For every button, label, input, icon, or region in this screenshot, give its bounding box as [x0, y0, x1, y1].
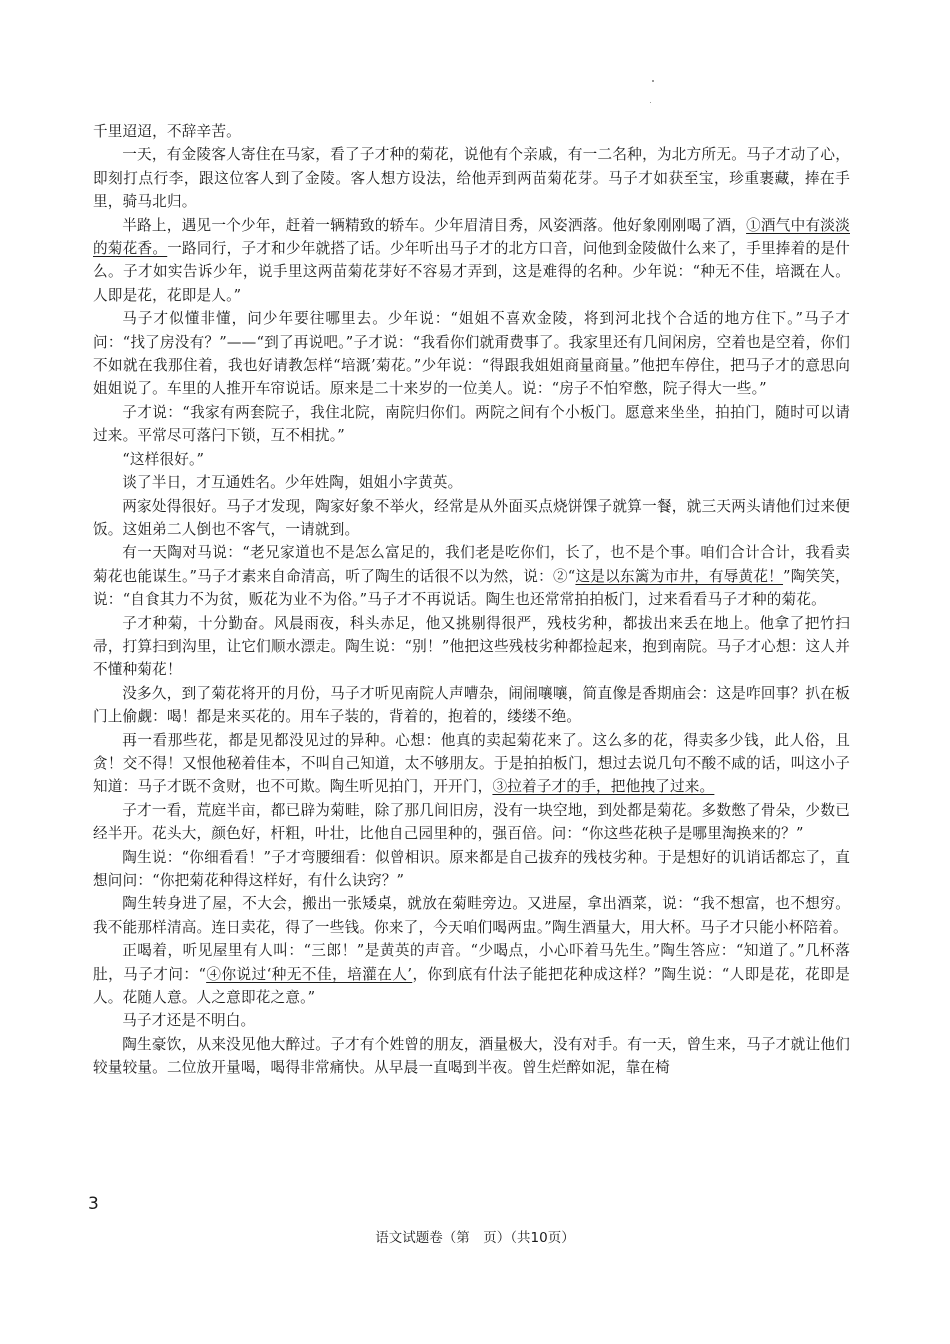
- paragraph-5: 子才说：“我家有两套院子，我住北院，南院归你们。两院之间有个小板门。愿意来坐坐，拍拍门，随时可以请过来。平常尽可落闩下锁，互不相扰。”: [93, 403, 850, 445]
- paragraph-11: 没多久，到了菊花将开的月份，马子才听见南院人声嘈杂，闹闹嚷嚷，简直像是香期庙会：这是咋回事？扒在板门上偷觑：喝！都是来买花的。用车子装的，背着的，抱着的，缕缕不绝。: [93, 684, 850, 726]
- paragraph-10: 子才种菊，十分勤奋。风晨雨夜，科头赤足，他又挑剔得很严，残枝劣种，都拔出来丢在地上。他拿了把竹扫帚，打算扫到沟里，让它们顺水漂走。陶生说：“别！”他把这些残枝劣种都捡起来，抱到南院。马子才心想：这人并不懂种菊花！: [93, 614, 850, 679]
- story-text: [93, 120, 850, 1080]
- paragraph-13: 子才一看，荒庭半亩，都已辟为菊畦，除了那几间旧房，没有一块空地，到处都是菊花。多数憋了骨朵，少数已经半开。花头大，颜色好，杆粗，叶壮，比他自己园里种的，强百倍。问：“你这些花秧子是哪里淘换来的？”: [93, 801, 850, 843]
- paragraph-12: 再一看那些花，都是见都没见过的异种。心想：他真的卖起菊花来了。这么多的花，得卖多少钱，此人俗，且贪！交不得！又恨他秘着佳本，不叫自己知道，太不够朋友。于是拍拍板门，想过去说几句不酸不咸的话，叫这小子知道：马子才既不贪财，也不可欺。陶生听见拍门，开开门，③拉着子才的手，把他拽了过来。: [93, 731, 850, 796]
- paragraph-14: 陶生说：“你细看看！”子才弯腰细看：似曾相识。原来都是自己拔弃的残枝劣种。于是想好的讥诮话都忘了，直想问问：“你把菊花种得这样好，有什么诀窍？”: [93, 848, 850, 889]
- paragraph-3: 半路上，遇见一个少年，赶着一辆精致的轿车。少年眉清目秀，风姿洒落。他好象刚刚喝了酒，①酒气中有淡淡的菊花香。一路同行，子才和少年就搭了话。少年听出马子才的北方口音，问他到金陵做什么来了，手里捧着的是什么。子才如实告诉少年，说手里这两苗菊花芽好不容易才弄到，这是难得的名种。少年说：“种无不佳，培溉在人。人即是花，花即是人。”: [93, 216, 850, 304]
- paragraph-8: 两家处得很好。马子才发现，陶家好象不举火，经常是从外面买点烧饼馃子就算一餐，就三天两头请他们过来便饭。这姐弟二人倒也不客气，一请就到。: [93, 497, 850, 538]
- underlined-sentence-3: ③拉着子才的手，把他拽了过来。: [492, 778, 715, 796]
- paragraph-18: 陶生豪饮，从来没见他大醉过。子才有个姓曾的朋友，酒量极大，没有对手。有一天，曾生来，马子才就让他们较量较量。二位放开量喝，喝得非常痛快。从早晨一直喝到半夜。曾生烂醉如泥，靠在椅: [93, 1035, 850, 1077]
- paragraph-6: “这样很好。”: [122, 450, 205, 468]
- paragraph-16: 正喝着，听见屋里有人叫：“三郎！”是黄英的声音。“少喝点，小心吓着马先生。”陶生答应：“知道了。”几杯落肚，马子才问：“④你说过‘种无不佳，培灌在人’，你到底有什法子能把花种成这样？”陶生说：“人即是花，花即是人。花随人意。人之意即花之意。”: [93, 942, 851, 1007]
- scan-speck: [652, 80, 654, 82]
- paragraph-15: 陶生转身进了屋，不大会，搬出一张矮桌，就放在菊畦旁边。又进屋，拿出酒菜，说：“我不想富，也不想穷。我不能那样清高。连日卖花，得了一些钱。你来了，今天咱们喝两盅。”陶生酒量大，用大杯。马子才只能小杯陪着。: [93, 895, 850, 936]
- paragraph-9: 有一天陶对马说：“老兄家道也不是怎么富足的，我们老是吃你们，长了，也不是个事。咱们合计合计，我看卖菊花也能谋生。”马子才素来自命清高，听了陶生的话很不以为然，说：②“这是以东篱为市井，有辱黄花！”陶笑笑，说：“自食其力不为贫，贩花为业不为俗。”马子才不再说话。陶生也还常常拍拍板门，过来看看马子才种的菊花。: [93, 544, 850, 609]
- page-number: 3: [88, 1194, 99, 1214]
- underlined-sentence-2: 这是以东篱为市井，有辱黄花！: [575, 567, 784, 585]
- underlined-sentence-1: ①酒气中有淡淡的菊花香。: [93, 216, 850, 258]
- underlined-sentence-4: ④你说过‘种无不佳，培灌在人’: [206, 965, 413, 983]
- paragraph-4: 马子才似懂非懂，问少年要往哪里去。少年说：“姐姐不喜欢金陵，将到河北找个合适的地方住下。”马子才问：“找了房没有？”——“到了再说吧。”子才说：“我看你们就甭费事了。我家里还有几间闲房，空着也是空着，你们不如就在我那住着，我也好请教怎样“培溉’菊花。”少年说：“得跟我姐姐商量商量。”他把车停住，把马子才的意思向姐姐说了。车里的人推开车帘说话。原来是二十来岁的一位美人。说：“房子不怕窄憋，院子得大一些。”: [93, 310, 850, 398]
- paragraph-7: 谈了半日，才互通姓名。少年姓陶，姐姐小字黄英。: [122, 474, 463, 492]
- paragraph-2: 一天，有金陵客人寄住在马家，看了子才种的菊花，说他有个亲戚，有一二名种，为北方所无。马子才动了心，即刻打点行李，跟这位客人到了金陵。客人想方设法，给他弄到两苗菊花芽。马子才如获至宝，珍重裹藏，捧在手里，骑马北归。: [93, 146, 850, 211]
- paragraph-1: 千里迢迢，不辞辛苦。: [93, 123, 241, 140]
- page-footer: 语文试题卷（第 页）（共10页）: [375, 1230, 575, 1246]
- scan-speck: [650, 102, 651, 103]
- paragraph-17: 马子才还是不明白。: [122, 1012, 256, 1030]
